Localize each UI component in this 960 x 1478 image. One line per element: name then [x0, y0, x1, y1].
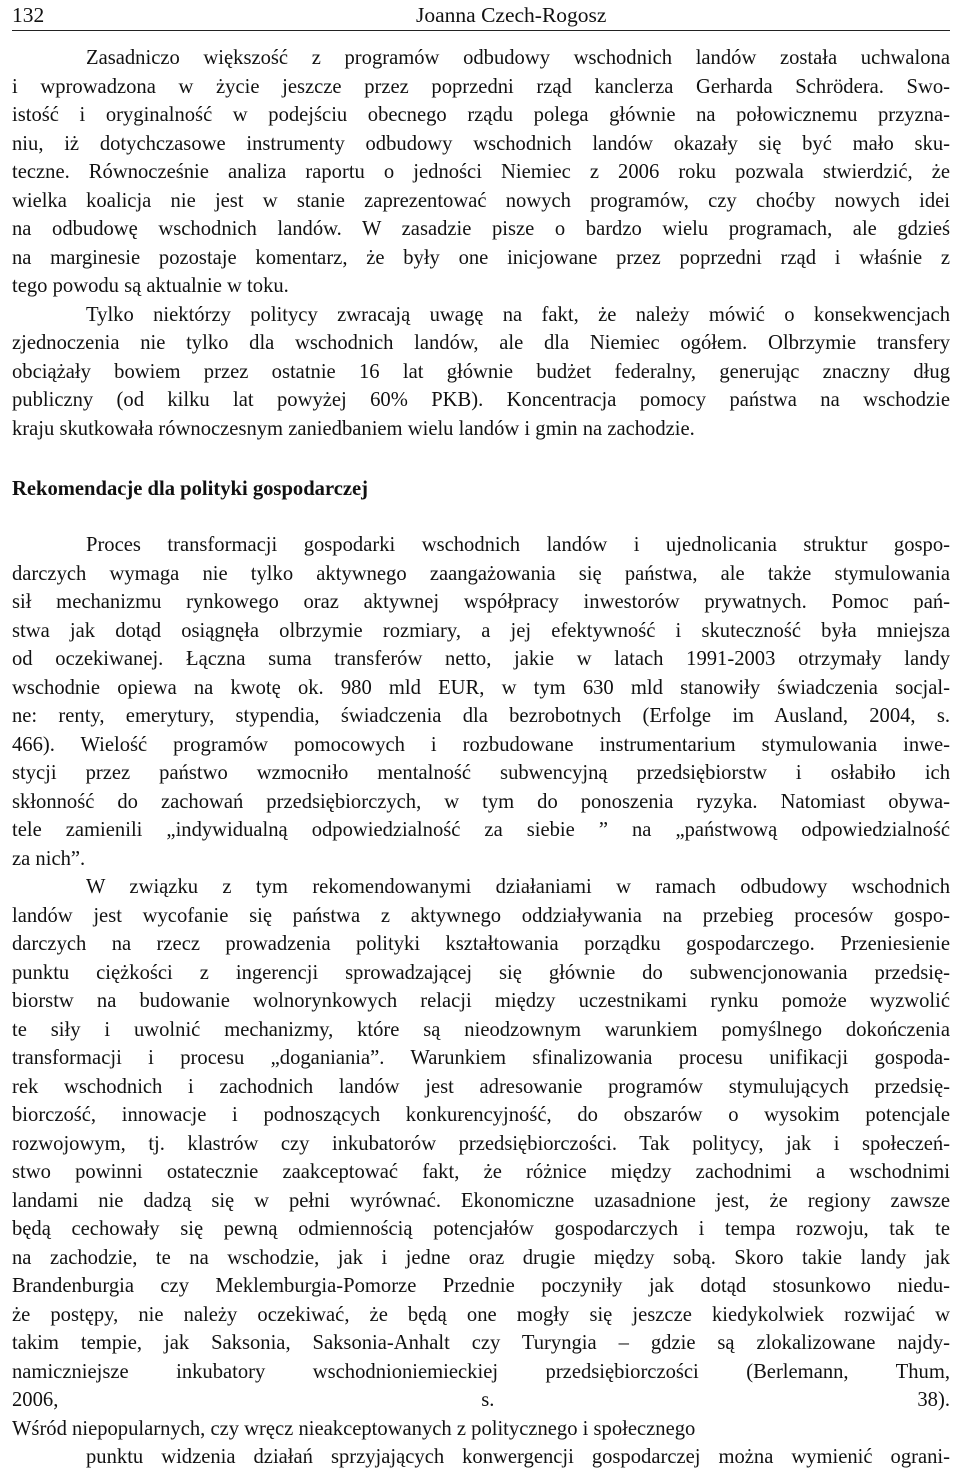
text-line: biorstw na budowanie wolnorynkowych relacji między uczestnikami rynku pomoże wyzwolić: [12, 990, 950, 1012]
text-line: wschodnie opiewa na kwotę ok. 980 mld EUR, w tym 630 mld stanowiły świadczenia socjal-: [12, 676, 950, 699]
text-line: rozwojowym, tj. klastrów czy inkubatorów przedsiębiorczości. Tak politycy, jak i społeczeń-: [12, 1132, 950, 1155]
text-line: landów jest wycofanie się państwa z aktywnego oddziaływania na przebieg procesów gospo-: [12, 904, 950, 927]
text-line: transformacji i procesu „doganiania”. Warunkiem sfinalizowania procesu unifikacji gospoda-: [12, 1047, 950, 1069]
text-line: za nich”.: [12, 847, 86, 870]
text-line: teczne. Równocześnie analiza raportu o jedności Niemiec z 2006 roku pozwala stwierdzić, że: [12, 161, 950, 183]
section-recommendations-text: [12, 531, 950, 1472]
text-line: biorczość, innowacje i podnoszących konkurencyjność, do obszarów o wysokim potencjale: [12, 1104, 950, 1126]
text-line: 2006, s. 38).: [12, 1389, 950, 1411]
text-line: darczych wymaga nie tylko aktywnego zaangażowania się państwa, ale także stymulowania: [12, 562, 950, 585]
text-line: tele zamienili „indywidualną odpowiedzialność za siebie ” na „państwową odpowiedzialność: [12, 819, 950, 841]
text-line: W związku z tym rekomendowanymi działaniami w ramach odbudowy wschodnich: [86, 876, 950, 898]
page-number: 132: [12, 3, 45, 27]
text-line: punktu ciężkości z ingerencji sprowadzającej się głównie do subwencjonowania przedsię-: [12, 961, 950, 984]
text-line: rek wschodnich i zachodnich landów jest adresowanie programów stymulujących przedsię-: [12, 1075, 950, 1098]
text-line: wielka koalicja nie jest w stanie zaprezentować nowych programów, czy choćby nowych idei: [12, 189, 950, 212]
text-line: punktu widzenia działań sprzyjających konwergencji gospodarczej można wymienić ograni-: [86, 1446, 950, 1468]
text-line: tego powodu są aktualnie w toku.: [12, 275, 289, 297]
text-line: sił mechanizmu rynkowego oraz aktywnej współpracy inwestorów prywatnych. Pomoc pań-: [12, 591, 950, 613]
text-line: Wśród niepopularnych, czy wręcz nieakceptowanych z politycznego i społecznego: [12, 1417, 696, 1440]
text-line: takim tempie, jak Saksonia, Saksonia-Anhalt czy Turyngia – gdzie są zlokalizowane najdy-: [12, 1332, 950, 1354]
text-line: i wprowadzona w życie jeszcze przez poprzedni rząd kanclerza Gerharda Schrödera. Swo-: [12, 75, 950, 98]
header-rule: [12, 30, 950, 31]
text-line: Proces transformacji gospodarki wschodnich landów i ujednolicania struktur gospo-: [86, 534, 950, 556]
section-intro-text: [12, 44, 950, 443]
text-line: od oczekiwanej. Łączna suma transferów netto, jakie w latach 1991-2003 otrzymały landy: [12, 648, 950, 670]
text-line: ne: renty, emerytury, stypendia, świadczenia dla bezrobotnych (Erfolge im Ausland, 2004, s.: [12, 705, 950, 727]
text-line: Tylko niektórzy politycy zwracają uwagę na fakt, że należy mówić o konsekwencjach: [86, 303, 950, 326]
running-head-author: Joanna Czech-Rogosz: [416, 3, 607, 27]
text-line: że postępy, nie należy oczekiwać, że będą one mogły się jeszcze kiedykolwiek rozwijać w: [12, 1303, 950, 1326]
text-line: istość i oryginalność w podejściu obecnego rządu polega głównie na połowicznemu przyzna-: [12, 104, 950, 126]
text-line: 466). Wielość programów pomocowych i rozbudowane instrumentarium stymulowania inwe-: [12, 733, 950, 756]
section-heading: Rekomendacje dla polityki gospodarczej: [12, 478, 368, 500]
text-line: na zachodzie, te na wschodzie, jak i jedne oraz drugie między sobą. Skoro takie landy jak: [12, 1246, 950, 1269]
page-header: [12, 2, 950, 32]
text-line: na odbudowę wschodnich landów. W zasadzie pisze o bardzo wielu programach, ale gdzieś: [12, 218, 950, 240]
text-line: Zasadniczo większość z programów odbudowy wschodnich landów została uchwalona: [86, 47, 950, 69]
text-line: skłonność do zachowań przedsiębiorczych, w tym do ponoszenia ryzyka. Natomiast obywa-: [12, 790, 950, 813]
text-line: publiczny (od kilku lat powyżej 60% PKB). Koncentracja pomocy państwa na wschodzie: [12, 389, 950, 411]
text-line: niu, iż dotychczasowe instrumenty odbudowy wschodnich landów okazały się być mało sku-: [12, 132, 950, 155]
text-line: darczych na rzecz prowadzenia polityki kształtowania porządku gospodarczego. Przeniesienie: [12, 933, 950, 955]
text-line: kraju skutkowała równoczesnym zaniedbaniem wielu landów i gmin na zachodzie.: [12, 417, 695, 440]
text-line: stwo powinni ostatecznie zaakceptować fakt, że różnice między zachodnimi a wschodnimi: [12, 1161, 950, 1183]
text-line: landami nie dadzą się w pełni wyrównać. Ekonomiczne uzasadnione jest, że regiony zawsze: [12, 1189, 950, 1212]
text-line: obciążały bowiem przez ostatnie 16 lat głównie budżet federalny, generując znaczny dług: [12, 360, 950, 383]
text-line: będą cechowały się pewną odmiennością potencjałów gospodarczych i tempa rozwoju, tak te: [12, 1218, 950, 1240]
text-line: te siły i uwolnić mechanizmy, które są nieodzownym warunkiem pomyślnego dokończenia: [12, 1018, 950, 1041]
text-line: namiczniejsze inkubatory wschodnioniemieckiej przedsiębiorczości (Berlemann, Thum,: [12, 1360, 950, 1383]
text-line: stwa jak dotąd osiągnęła olbrzymie rozmiary, a jej efektywność i skuteczność była mniejsza: [12, 619, 950, 642]
text-line: na marginesie pozostaje komentarz, że były one inicjowane przez poprzedni rząd i właśnie z: [12, 246, 950, 269]
text-line: zjednoczenia nie tylko dla wschodnich landów, ale dla Niemiec ogółem. Olbrzymie transfery: [12, 332, 950, 354]
text-line: stycji przez państwo wzmocniło mentalność subwencyjną przedsiębiorstw i osłabiło ich: [12, 762, 950, 784]
text-line: Brandenburgia czy Meklemburgia-Pomorze Przednie poczyniły jak dotąd stosunkowo niedu-: [12, 1275, 950, 1297]
